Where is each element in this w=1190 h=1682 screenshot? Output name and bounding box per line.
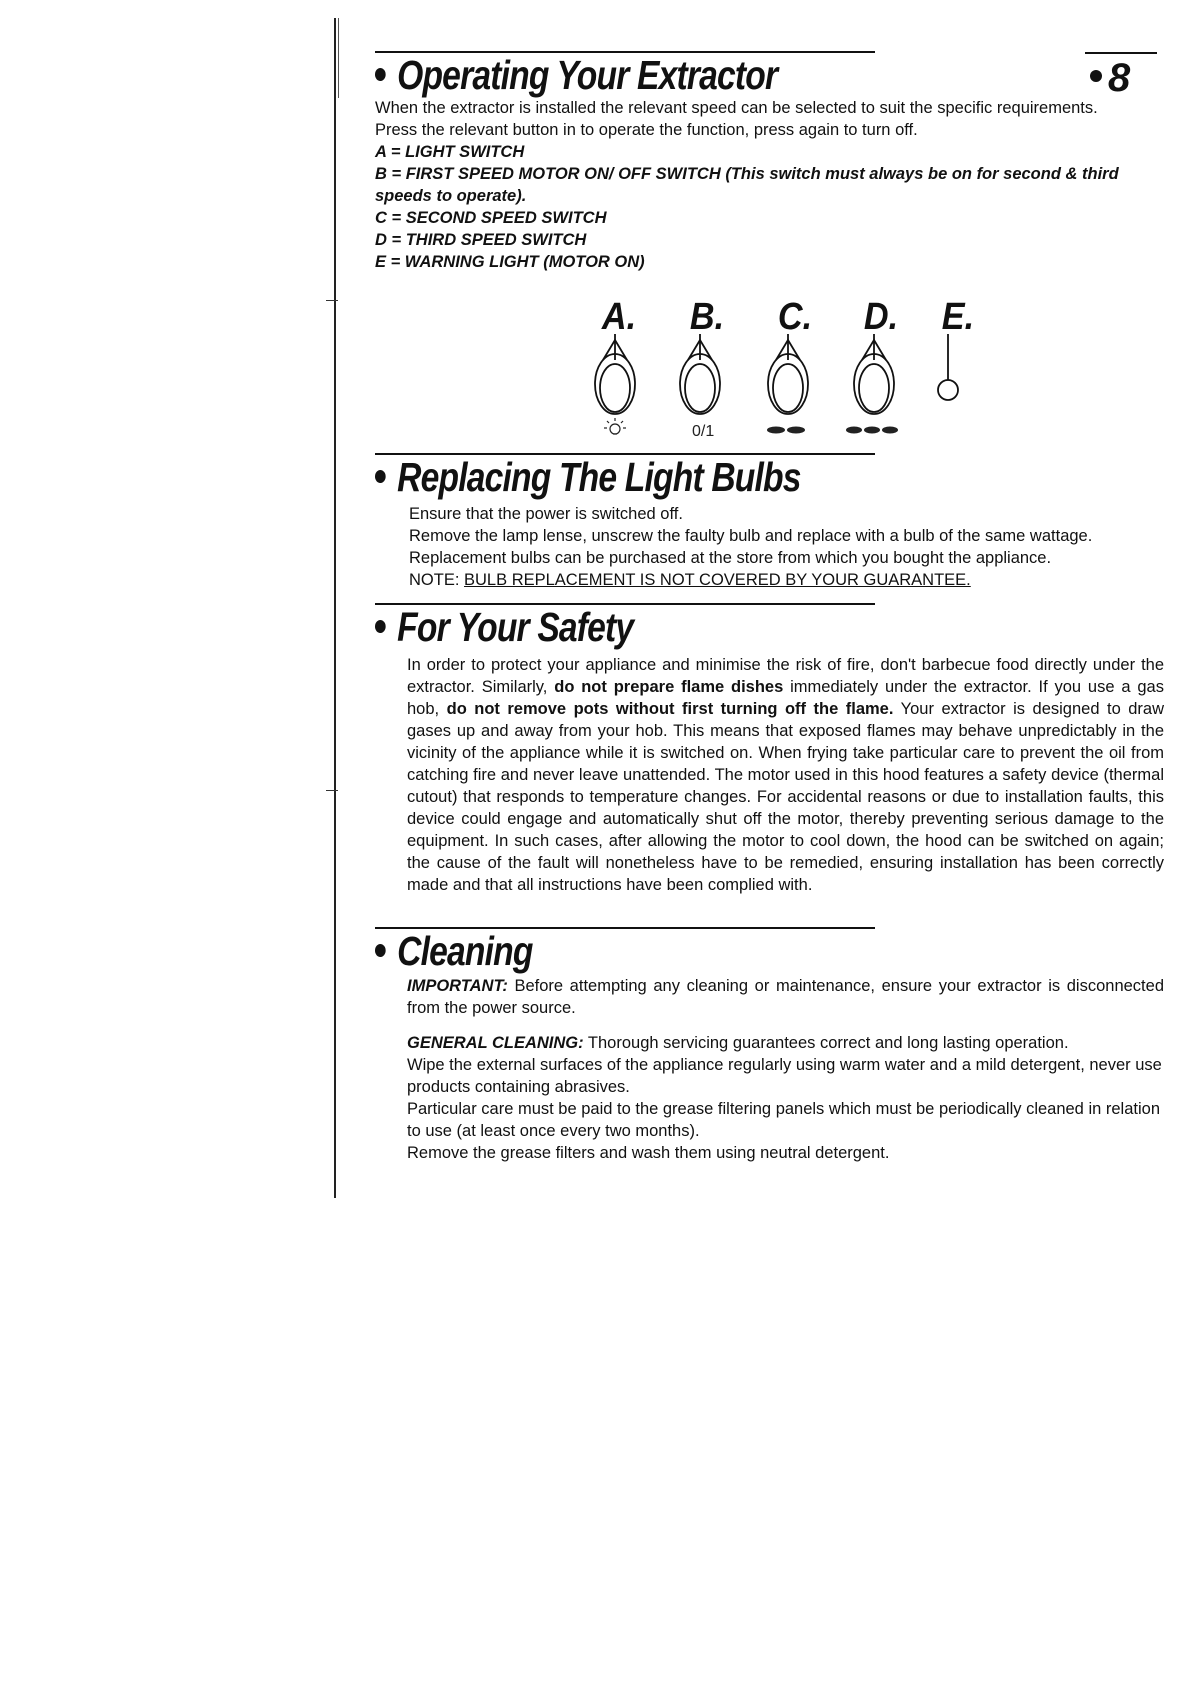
key-e: E = WARNING LIGHT (MOTOR ON) — [375, 253, 645, 271]
bullet-icon — [1090, 70, 1102, 82]
bullet-icon — [375, 944, 386, 957]
bulbs-line-1: Ensure that the power is switched off. — [409, 505, 683, 523]
cleaning-line-4: Remove the grease filters and wash them using neutral detergent. — [407, 1144, 890, 1162]
cleaning-body — [407, 975, 1164, 1164]
on-off-symbol: 0/1 — [692, 423, 715, 440]
page-number: 8 — [1090, 56, 1130, 101]
switch-c — [768, 334, 808, 414]
section-heading-operating: Operating Your Extractor — [375, 55, 777, 96]
section-heading-bulbs: Replacing The Light Bulbs — [375, 457, 801, 498]
switch-a — [595, 334, 635, 414]
cleaning-line-2: Wipe the external surfaces of the appliance regularly using warm water and a mild detergent, never use products containing abrasives. — [407, 1056, 1162, 1096]
safety-body — [407, 654, 1164, 896]
bulbs-line-2: Remove the lamp lense, unscrew the faulty bulb and replace with a bulb of the same wattage. — [409, 527, 1093, 545]
bulbs-body — [409, 503, 1164, 591]
key-b: B = FIRST SPEED MOTOR ON/ OFF SWITCH (This switch must always be on for second & third speeds to operate). — [375, 165, 1119, 205]
bulbs-note: NOTE: BULB REPLACEMENT IS NOT COVERED BY YOUR GUARANTEE. — [409, 571, 971, 589]
key-c: C = SECOND SPEED SWITCH — [375, 209, 607, 227]
fan-speed-2-icon — [767, 427, 805, 434]
bullet-icon — [375, 470, 386, 483]
light-bulb-icon — [604, 418, 626, 434]
cleaning-general: GENERAL CLEANING: Thorough servicing guarantees correct and long lasting operation. — [407, 1034, 1069, 1052]
safety-paragraph: In order to protect your appliance and minimise the risk of fire, don't barbecue food directly under the extractor. Similarly, do not prepare flame dishes immediately under the extractor. If you use a gas hob, do not remove pots without first turning off the flame. Your extractor is designed to draw gases up and away from your hob. This means that exposed flames may behave unpredictably in the vicinity of the appliance while it is switched on. When frying take particular care to prevent the oil from catching fire and never leave unattended. The motor used in this hood features a safety device (thermal cutout) that responds to temperature changes. For accidental reasons or due to installation faults, this device could engage and automatically shut off the motor, thereby preventing serious damage to the equipment. In such cases, after allowing the motor to cool down, the hood can be switched on again; the cause of the fault will nonetheless have to be remedied, ensuring installation has been correctly made and that all instructions have been complied with. — [407, 656, 1165, 894]
key-d: D = THIRD SPEED SWITCH — [375, 231, 587, 249]
operating-intro-2: Press the relevant button in to operate the function, press again to turn off. — [375, 121, 918, 139]
page-number-rule — [1085, 52, 1157, 54]
margin-tick — [326, 300, 338, 301]
margin-tick — [326, 790, 338, 791]
cleaning-important: IMPORTANT: Before attempting any cleaning or maintenance, ensure your extractor is disconnected from the power source. — [407, 977, 1164, 1017]
bulbs-line-3: Replacement bulbs can be purchased at the store from which you bought the appliance. — [409, 549, 1052, 567]
cleaning-line-3: Particular care must be paid to the grease filtering panels which must be periodically cleaned in relation to use (at least once every two months). — [407, 1100, 1160, 1140]
diagram-label-b: B. — [689, 296, 725, 338]
diagram-label-a: A. — [601, 296, 637, 338]
diagram-label-d: D. — [863, 296, 899, 338]
margin-rule — [334, 18, 336, 1198]
key-a: A = LIGHT SWITCH — [375, 143, 525, 161]
section-heading-cleaning: Cleaning — [375, 931, 533, 972]
diagram-label-e: E. — [941, 296, 975, 338]
diagram-label-c: C. — [777, 296, 813, 338]
bullet-icon — [375, 620, 386, 633]
operating-intro-1: When the extractor is installed the relevant speed can be selected to suit the specific requirements. — [375, 99, 1098, 117]
section-heading-safety: For Your Safety — [375, 607, 633, 648]
warning-light-e — [938, 334, 958, 400]
margin-rule-short — [338, 18, 339, 98]
fan-speed-3-icon — [846, 427, 898, 434]
switch-diagram — [580, 332, 980, 442]
bullet-icon — [375, 68, 386, 81]
operating-body — [375, 97, 1160, 273]
switch-b — [680, 334, 720, 414]
switch-d — [854, 334, 894, 414]
